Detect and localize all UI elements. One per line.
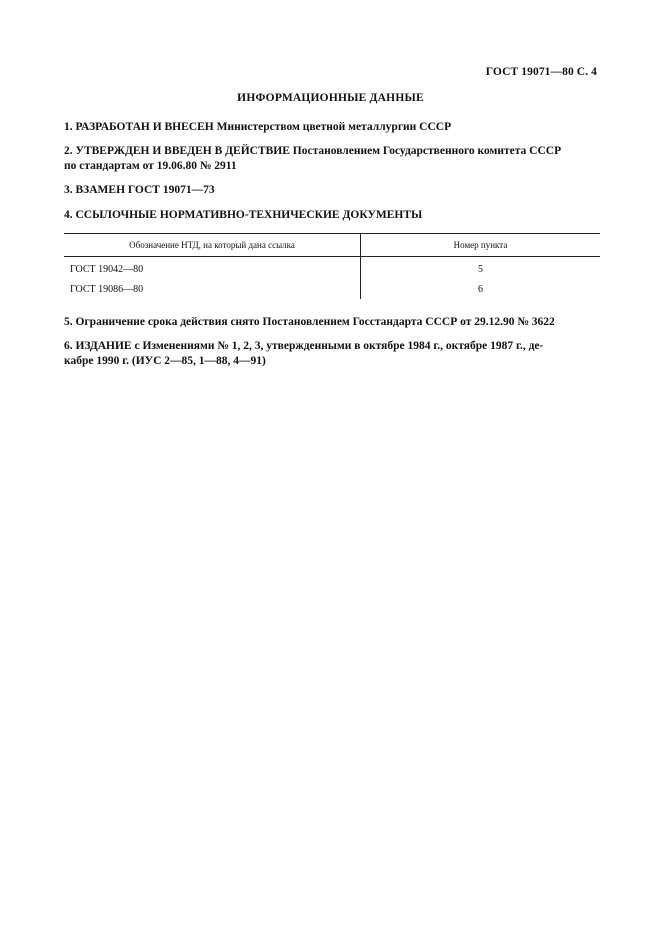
table-row bbox=[64, 257, 600, 280]
table-cell-ntd: ГОСТ 19086—80 bbox=[64, 279, 361, 299]
section-2-lead: 2. УТВЕРЖДЕН И ВВЕДЕН В ДЕЙСТВИЕ bbox=[64, 145, 290, 157]
table-cell-clause: 5 bbox=[478, 263, 483, 275]
section-5-text: 5. Ограничение срока действия снято Постановлением Госстандарта СССР от 29.12.90 № 3622 bbox=[64, 316, 555, 328]
table-cell-clause: 6 bbox=[478, 283, 483, 295]
section-2 bbox=[64, 144, 600, 174]
section-6-lead: 6. ИЗДАНИЕ bbox=[64, 340, 132, 352]
table-header-row bbox=[64, 234, 600, 257]
table-cell-ntd: ГОСТ 19042—80 bbox=[64, 257, 361, 280]
column-header-ntd: Обозначение НТД, на который дана ссылка bbox=[64, 234, 361, 257]
section-5 bbox=[64, 315, 600, 330]
section-1 bbox=[64, 120, 600, 135]
section-4 bbox=[64, 208, 600, 223]
document-header-ref: ГОСТ 19071—80 С. 4 bbox=[485, 66, 597, 78]
section-2-text-line2: по стандартам от 19.06.80 № 2911 bbox=[64, 160, 237, 172]
reference-documents-table bbox=[64, 233, 600, 299]
section-3-lead: 3. ВЗАМЕН ГОСТ 19071—73 bbox=[64, 184, 215, 196]
section-2-text: Постановлением Государственного комитета СССР bbox=[292, 145, 562, 157]
section-3 bbox=[64, 183, 600, 198]
section-1-text: Министерством цветной металлургии СССР bbox=[216, 121, 452, 133]
table-row bbox=[64, 279, 600, 299]
column-header-clause: Номер пункта bbox=[361, 234, 601, 257]
page-title: ИНФОРМАЦИОННЫЕ ДАННЫЕ bbox=[237, 92, 424, 104]
section-6 bbox=[64, 339, 600, 369]
section-4-lead: 4. ССЫЛОЧНЫЕ НОРМАТИВНО-ТЕХНИЧЕСКИЕ ДОКУМЕНТЫ bbox=[64, 209, 423, 221]
section-1-lead: 1. РАЗРАБОТАН И ВНЕСЕН bbox=[64, 121, 214, 133]
section-6-text-line2: кабре 1990 г. (ИУС 2—85, 1—88, 4—91) bbox=[64, 355, 266, 367]
section-6-text: с Изменениями № 1, 2, 3, утвержденными в октябре 1984 г., октябре 1987 г., де- bbox=[134, 340, 544, 352]
